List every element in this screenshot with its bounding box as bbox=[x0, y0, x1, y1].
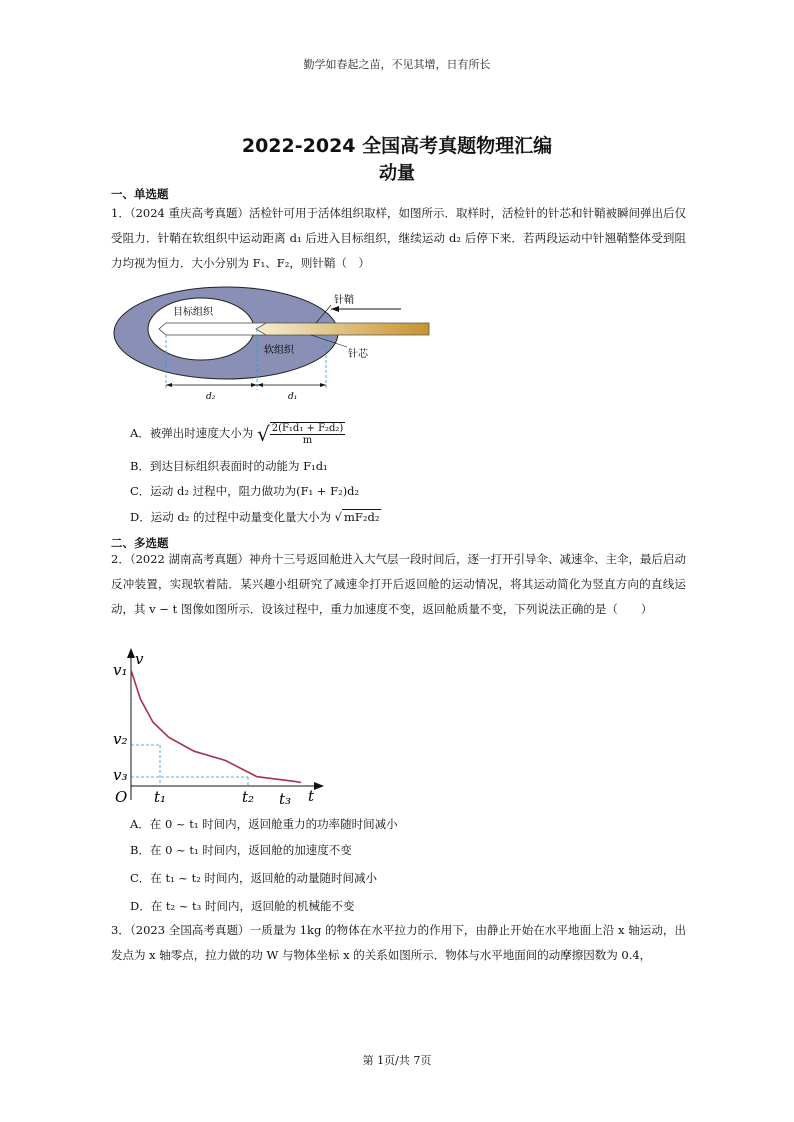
page-footer: 第 1页/共 7页 bbox=[362, 1054, 432, 1067]
biopsy-needle-figure bbox=[111, 285, 436, 405]
velocity-curve bbox=[131, 670, 301, 783]
page-header: 勤学如春起之苗，不见其增，日有所长 bbox=[303, 58, 491, 71]
q1-option-c: C．运动 d₂ 过程中，阻力做功为(F₁ + F₂)d₂ bbox=[130, 484, 360, 498]
needle-core bbox=[256, 323, 429, 335]
core-label: 针芯 bbox=[348, 349, 368, 360]
page-subtitle: 动量 bbox=[379, 163, 415, 184]
soft-tissue-label: 软组织 bbox=[264, 345, 294, 356]
q1-option-d-radicand: mF₂d₂ bbox=[344, 510, 380, 524]
sheath-label: 针鞘 bbox=[334, 295, 354, 306]
section-single-choice: 一、单选题 bbox=[111, 187, 169, 201]
y-axis-label: v bbox=[135, 650, 144, 668]
y-axis-arrow bbox=[127, 648, 135, 658]
y-tick-v3: v₃ bbox=[113, 766, 128, 784]
q1-option-d-prefix: D．运动 d₂ 的过程中动量变化量大小为 bbox=[130, 510, 332, 524]
q1-option-a: A．被弹出时速度大小为 √ $\frac{\text{2(F₁d₁ + F₂d₂)}}{m}$ bbox=[130, 422, 344, 446]
x-axis-arrow bbox=[314, 782, 324, 790]
y-tick-v1: v₁ bbox=[113, 661, 128, 679]
q2-option-a: A．在 0 ~ t₁ 时间内，返回舱重力的功率随时间减小 bbox=[130, 817, 398, 831]
question-1-text: 1．（2024 重庆高考真题）活检针可用于活体组织取样，如图所示．取样时，活检针的针芯和针鞘被瞬间弹出后仅受阻力．针鞘在软组织中运动距离 d₁ 后进入目标组织，继续运动 d₂ 后停下来．若两段运动中针翘鞘整体受到阻力均视为恒力．大小分别为 F₁、F₂，则针鞘（ ） bbox=[111, 206, 686, 270]
q2-option-b: B．在 0 ~ t₁ 时间内，返回舱的加速度不变 bbox=[130, 843, 352, 857]
x-tick-t2: t₂ bbox=[242, 788, 255, 806]
target-tissue-label: 目标组织 bbox=[173, 307, 213, 318]
origin-label: O bbox=[115, 788, 128, 806]
d1-label: d₁ bbox=[288, 392, 298, 402]
question-3-text: 3．（2023 全国高考真题）一质量为 1kg 的物体在水平拉力的作用下，由静止开始在水平地面上沿 x 轴运动，出发点为 x 轴零点，拉力做的功 W 与物体坐标 x 的关系如图所示．物体与水平地面间的动摩擦因数为 0.4， bbox=[111, 923, 686, 962]
x-axis-label: t bbox=[308, 787, 315, 805]
q1-option-a-prefix: A．被弹出时速度大小为 bbox=[130, 426, 254, 440]
q2-option-c: C．在 t₁ ~ t₂ 时间内，返回舱的动量随时间减小 bbox=[130, 871, 378, 885]
q1-option-d: D．运动 d₂ 的过程中动量变化量大小为 √ mF₂d₂ bbox=[130, 510, 380, 524]
q1-option-b: B．到达目标组织表面时的动能为 F₁d₁ bbox=[130, 459, 328, 473]
q1-option-a-numerator: 2(F₁d₁ + F₂d₂) bbox=[271, 423, 344, 434]
y-tick-v2: v₂ bbox=[113, 730, 128, 748]
question-2-text: 2．（2022 湖南高考真题）神舟十三号返回舱进入大气层一段时间后，逐一打开引导伞、减速伞、主伞，最后启动反冲装置，实现软着陆．某兴趣小组研究了减速伞打开后返回舱的运动情况，将其运动简化为竖直方向的直线运动，其 v − t 图像如图所示．设该过程中，重力加速度不变，返回舱质量不变，下列说法正确的是（ ） bbox=[111, 552, 686, 616]
section-multi-choice: 二、多选题 bbox=[111, 536, 169, 550]
q2-option-d: D．在 t₂ ~ t₃ 时间内，返回舱的机械能不变 bbox=[130, 899, 355, 913]
page-title: 2022-2024 全国高考真题物理汇编 bbox=[241, 135, 553, 157]
vt-chart bbox=[111, 648, 326, 808]
x-tick-t3: t₃ bbox=[279, 790, 292, 808]
d2-label: d₂ bbox=[206, 392, 216, 402]
x-tick-t1: t₁ bbox=[154, 788, 167, 806]
q1-option-a-denominator: m bbox=[302, 435, 313, 446]
